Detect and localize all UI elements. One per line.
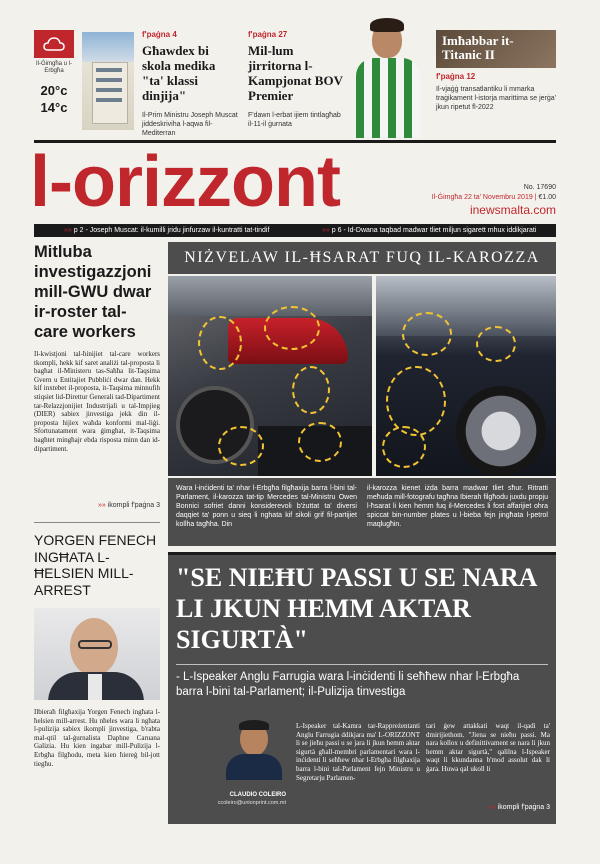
weather-box: [34, 30, 74, 132]
cloud-icon: [34, 30, 74, 58]
lead-body-col1: L-Ispeaker tal-Kamra tar-Rappreżentanti Anglu Farrugia ddikjara ma' L-ORIZZONT li se jieħu passi u se jara li jkun hemm aktar sigurtà għall-membri parlamentari wara l-inċidenti li seħħew nhar l-Erbgħa filgħaxija barra l-bini tal-Parlament fejn Ministru u Segretarju Parlamen-: [296, 722, 420, 782]
masthead-title: l-orizzont: [30, 142, 340, 222]
weather-low: 14°c: [40, 100, 68, 115]
story2-headline[interactable]: YORGEN FENECH INGĦATA L-ĦELSIEN MILL-ARREST: [34, 532, 157, 598]
teaser-1-headline: Għawdex bi skola medika "ta' klassi dinjija": [142, 43, 216, 103]
car-photo-right: [376, 276, 556, 476]
lead-continued[interactable]: »» ikompli f'paġna 3: [487, 804, 550, 811]
teaser-1[interactable]: [142, 30, 240, 137]
teaser-3[interactable]: [436, 30, 556, 134]
author-photo: [222, 720, 286, 780]
lead-standfirst: - L-Ispeaker Anglu Farrugia wara l-inċidenti li seħħew nhar l-Erbgħa barra l-bini tal-Parlament; il-Pulizija tinvestiga: [176, 671, 520, 698]
author-email[interactable]: ccoleiro@unionprint.com.mt: [217, 800, 286, 806]
story2-photo: [34, 608, 160, 700]
masthead-price: €1.00: [538, 194, 556, 201]
weather-high: 20°c: [40, 83, 68, 98]
story2-body: Ilbieraħ filgħaxija Yorgen Fenech ingħata l-ħelsien mill-arrest. Hu nħeles wara li ngħata l-pulizija sabiex ikompli jinvestiga, b'rabta mal-qtil tal-ġurnalista Daphne Caruana Galizia. Hu kien ingabar mill-Pulizija l-Erbgħa filgħodu, meta kien ħiereġ bil-jott tiegħu.: [34, 708, 160, 768]
story1-continued-text: ikompli f'paġna 3: [107, 502, 160, 509]
teaser-3-headline: Imħabbar it-Titanic II: [442, 33, 514, 62]
teaser-1-text: Il-Prim Ministru Joseph Muscat jiddeskriviha l-aqwa fil-Mediterran: [142, 112, 238, 137]
photo-caption-right: il-karozza kienet iżda barra madwar tliet sħur. Ritratti meħuda mill-fotografu tagħna Ibierah filgħodu juxdu propju l-ħsarat li kien hemm fuq il-Mercedes li fost affarijiet ohra spiccat bin-number plates u l-bieba fejn jingħata l-petrol maqlugħin.: [367, 485, 548, 528]
ticker-1-page: p 2: [73, 227, 84, 234]
lead-continued-text: ikompli f'paġna 3: [497, 804, 550, 811]
column-rule: [34, 522, 160, 523]
author-name: CLAUDIO COLEIRO: [229, 792, 286, 798]
teaser-1-page: f'paġna 4: [142, 30, 177, 39]
teaser-3-page: f'paġna 12: [436, 72, 476, 81]
teaser-2[interactable]: [248, 30, 348, 134]
car-photo-left: [168, 276, 372, 476]
weather-forecast: Il-Ġimgħa u l-Erbgħa: [35, 61, 72, 74]
lead-quote[interactable]: "SE NIEĦU PASSI U SE NARA LI JKUN HEMM AKTAR SIGURTÀ": [176, 563, 536, 654]
lead-body-col2: tari ġew attakkati waqt il-qadi ta' dmirijiethom. "Jiena se nieħu passi. Ma nara kollox u definittivament se nara li jkun hemm aktar sigurtà," qalilna l-Ispeaker waqt li kkundanna b'mod assolut dak li ġara. Huwa qal ukoll li: [426, 722, 550, 773]
masthead-issue: No. 17690: [523, 184, 556, 191]
masthead-date: Il-Ġimgħa 22 ta' Novembru 2019: [431, 194, 533, 201]
ticker-bar: [34, 224, 556, 237]
photo-story-header: [168, 242, 556, 274]
story1-continued[interactable]: »» ikompli f'paġna 3: [97, 502, 160, 509]
photo-caption-left: Wara l-inċidenti ta' nhar l-Erbgħa filgħaxija barra l-bini tal-Parlament, il-karozza tat-tip Mercedes tal-Ministru Owen Bonnici sofriet danni konsiderevoli b'żuttat ta' diversi daqqiet ta' ponn u sieq li nghata kif sikoli grif fil-partijiet kollha tagħha. Din: [176, 485, 357, 528]
ticker-1-text: - Joseph Muscat: il-kumilli jridu jinfurzaw il-kuntratti tat-tindif: [85, 227, 270, 234]
teaser-image-footballer: [350, 18, 426, 138]
teaser-2-page: f'paġna 27: [248, 30, 288, 39]
teaser-2-text: F'dawn l-erbat ijiem tintlagħab il-11-il ġurnata: [248, 112, 341, 128]
quote-rule: [176, 664, 548, 665]
story1-headline[interactable]: Mitluba investigazzjoni mill-GWU dwar ir-roster tal-care workers: [34, 243, 152, 341]
photo-caption-box: [168, 478, 556, 546]
ticker-item-2[interactable]: »» p 6 - Id-Dwana taqbad madwar tliet miljun sigarett mhux iddikjarati: [322, 227, 537, 234]
ticker-2-page: p 6: [331, 227, 342, 234]
ticker-item-1[interactable]: »» p 2 - Joseph Muscat: il-kumilli jridu jinfurzaw il-kuntratti tat-tindif: [64, 227, 270, 234]
masthead-dateline: Il-Ġimgħa 22 ta' Novembru 2019 | €1.00: [431, 194, 556, 201]
teaser-2-headline: Mil-lum jirritorna l-Kampjonat BOV Premier: [248, 43, 343, 103]
teaser-3-text: Il-vjaġġ transatlantiku li mmarka traġikament l-istorja marittima se jerġa' jkun ripetut fl-2022: [436, 86, 556, 111]
ticker-2-text: - Id-Dwana taqbad madwar tliet miljun sigarett mhux iddikjarati: [343, 227, 537, 234]
story1-body: Il-kwistjoni tal-ħinijiet tal-care workers tkompli, hekk kif saret analiżi tal-proposta li bagħat il-Ministeru tas-Saħħa lit-Taqsima Gvern u Entitajiet Pubbliċi dwar dan. Hekk kif inxtebet il-proposta, it-Taqsima minnufih stiqsiet lid-Direttur Ġenerali tad-Dipartiment tar-Relazzjonijiet Industrijali u tal-Impjieg (DIER) sabiex jinvestiga jekk din il-proposta hijiex waħda konformi mal-liġi. Sfortunatament wara ġimgħat, it-Taqsima bagħtet mingħajr ebda risposta minn dan id-dipartiment.: [34, 350, 160, 453]
teaser-image-building: [82, 32, 134, 130]
photo-story-headline: NIŻVELAW IL-ĦSARAT FUQ IL-KAROZZA: [184, 249, 540, 266]
masthead-website[interactable]: inewsmalta.com: [469, 203, 556, 217]
